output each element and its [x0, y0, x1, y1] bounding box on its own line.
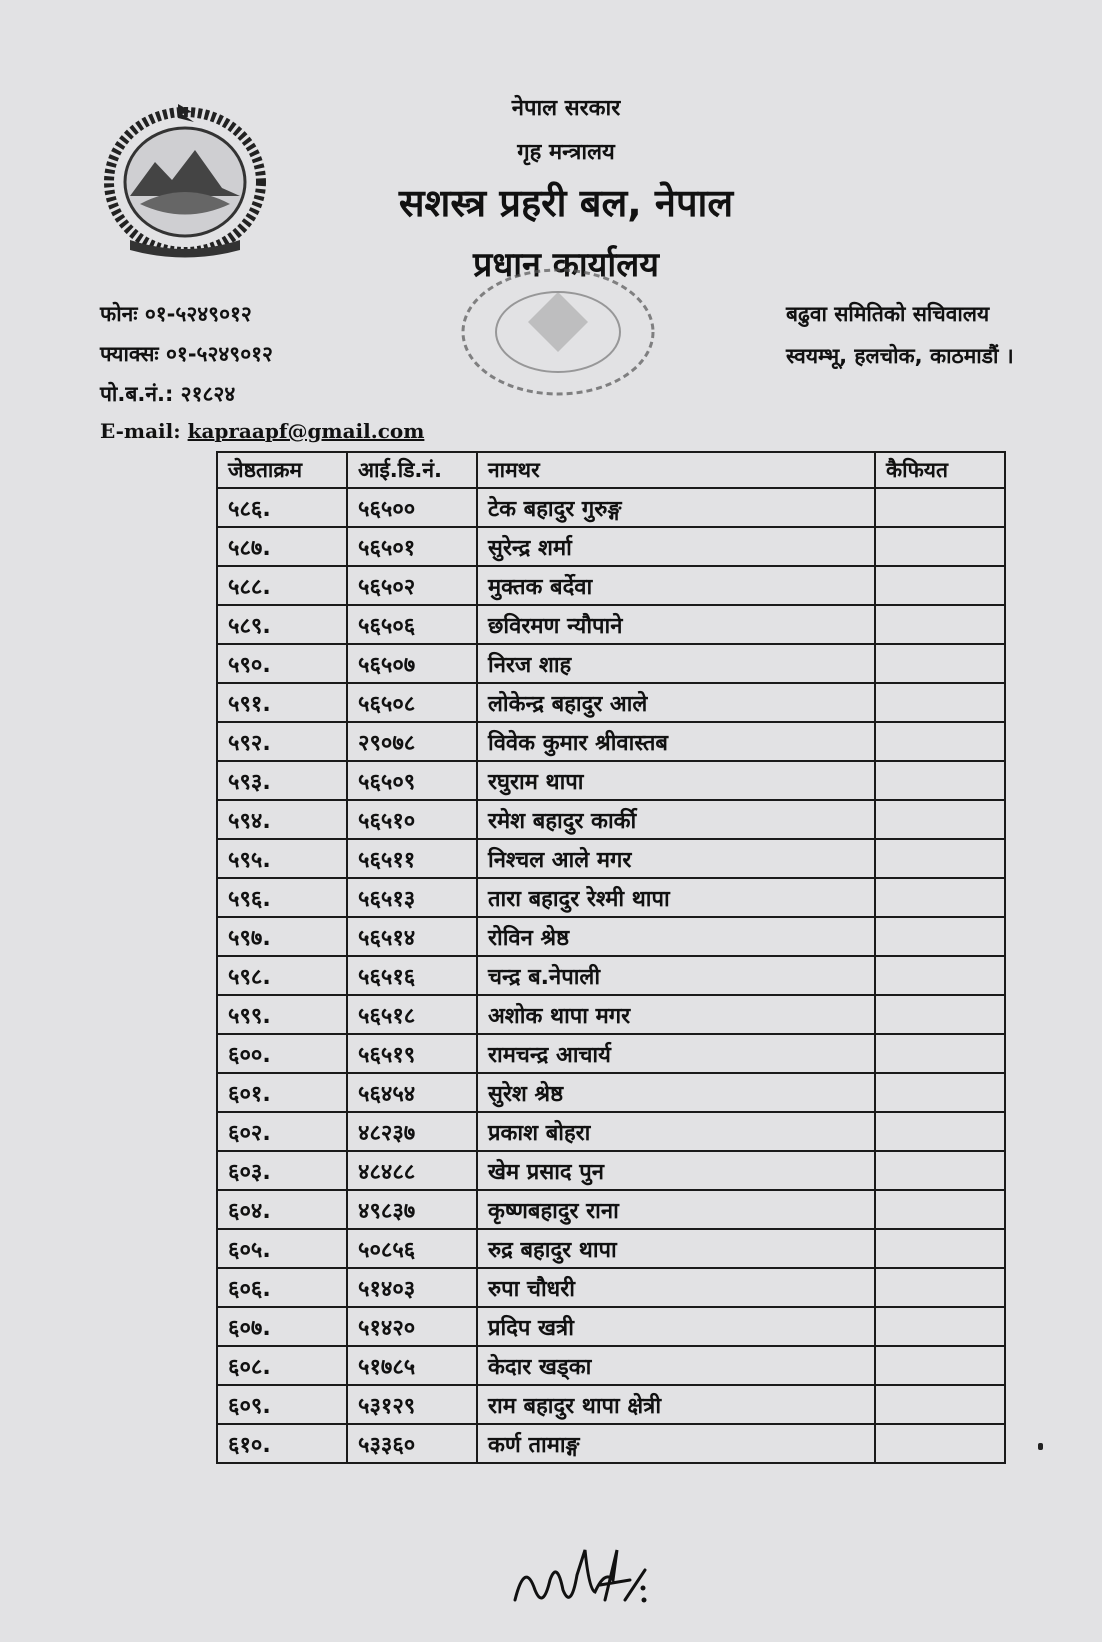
table-row [217, 1151, 1005, 1190]
remarks-cell [875, 683, 1005, 722]
id-cell: ५६४५४ [347, 1073, 477, 1112]
remarks-cell [875, 1424, 1005, 1463]
table-row [217, 1229, 1005, 1268]
name-cell: राम बहादुर थापा क्षेत्री [477, 1385, 875, 1424]
remarks-cell [875, 839, 1005, 878]
table-row [217, 839, 1005, 878]
table-row [217, 1190, 1005, 1229]
table-row [217, 761, 1005, 800]
remarks-cell [875, 605, 1005, 644]
remarks-cell [875, 1151, 1005, 1190]
name-cell: लोकेन्द्र बहादुर आले [477, 683, 875, 722]
seniority-cell: ६०१. [217, 1073, 347, 1112]
name-cell: कर्ण तामाङ्ग [477, 1424, 875, 1463]
id-cell: ४८४८८ [347, 1151, 477, 1190]
remarks-cell [875, 1073, 1005, 1112]
seniority-cell: ५९१. [217, 683, 347, 722]
name-cell: खेम प्रसाद पुन [477, 1151, 875, 1190]
email-link[interactable]: kapraapf@gmail.com [187, 419, 425, 443]
name-cell: टेक बहादुर गुरुङ्ग [477, 488, 875, 527]
name-cell: प्रदिप खत्री [477, 1307, 875, 1346]
id-cell: ५६५१६ [347, 956, 477, 995]
name-cell: तारा बहादुर रेश्मी थापा [477, 878, 875, 917]
table-row [217, 527, 1005, 566]
header-seniority: जेष्ठताक्रम [217, 452, 347, 488]
table-body [217, 488, 1005, 1463]
id-cell: ५६५०९ [347, 761, 477, 800]
remarks-cell [875, 644, 1005, 683]
table-row [217, 1424, 1005, 1463]
id-cell: ५६५०८ [347, 683, 477, 722]
remarks-cell [875, 1229, 1005, 1268]
remarks-cell [875, 527, 1005, 566]
id-cell: ५१४०३ [347, 1268, 477, 1307]
remarks-cell [875, 917, 1005, 956]
table-row [217, 878, 1005, 917]
table-row [217, 956, 1005, 995]
remarks-cell [875, 1034, 1005, 1073]
email-label: E-mail: [100, 419, 181, 443]
id-cell: ५१४२० [347, 1307, 477, 1346]
table-row [217, 683, 1005, 722]
seniority-cell: ६०५. [217, 1229, 347, 1268]
phone-number: फोनः ०१-५२४९०१२ [100, 302, 252, 326]
table-row [217, 1034, 1005, 1073]
seniority-cell: ५९९. [217, 995, 347, 1034]
id-cell: ५१७८५ [347, 1346, 477, 1385]
table-row [217, 1112, 1005, 1151]
remarks-cell [875, 566, 1005, 605]
remarks-cell [875, 1112, 1005, 1151]
remarks-cell [875, 1307, 1005, 1346]
name-cell: चन्द्र ब.नेपाली [477, 956, 875, 995]
id-cell: ५६५०१ [347, 527, 477, 566]
remarks-cell [875, 956, 1005, 995]
name-cell: सुरेश श्रेष्ठ [477, 1073, 875, 1112]
table-row [217, 605, 1005, 644]
table-row [217, 995, 1005, 1034]
table-row [217, 566, 1005, 605]
seniority-cell: ६०७. [217, 1307, 347, 1346]
seniority-cell: ५९५. [217, 839, 347, 878]
seniority-cell: ५८६. [217, 488, 347, 527]
name-cell: रघुराम थापा [477, 761, 875, 800]
id-cell: ५६५०६ [347, 605, 477, 644]
id-cell: ५६५१३ [347, 878, 477, 917]
table-row [217, 917, 1005, 956]
seniority-cell: ६०८. [217, 1346, 347, 1385]
remarks-cell [875, 1385, 1005, 1424]
name-cell: प्रकाश बोहरा [477, 1112, 875, 1151]
remarks-cell [875, 1346, 1005, 1385]
seniority-cell: ६००. [217, 1034, 347, 1073]
id-cell: ५६५१० [347, 800, 477, 839]
id-cell: ५६५१९ [347, 1034, 477, 1073]
name-cell: छविरमण न्यौपाने [477, 605, 875, 644]
email-line [100, 419, 424, 443]
table-row [217, 800, 1005, 839]
table-row [217, 1346, 1005, 1385]
remarks-cell [875, 488, 1005, 527]
id-cell: २९०७८ [347, 722, 477, 761]
id-cell: ५३१२९ [347, 1385, 477, 1424]
id-cell: ५६५१८ [347, 995, 477, 1034]
po-box: पो.ब.नं.: २१८२४ [100, 382, 236, 406]
seniority-cell: ५९४. [217, 800, 347, 839]
speck [1038, 1443, 1043, 1450]
id-cell: ५३३६० [347, 1424, 477, 1463]
header-id: आई.डि.नं. [347, 452, 477, 488]
remarks-cell [875, 1190, 1005, 1229]
remarks-cell [875, 995, 1005, 1034]
header-remarks: कैफियत [875, 452, 1005, 488]
header-name: नामथर [477, 452, 875, 488]
remarks-cell [875, 761, 1005, 800]
seniority-cell: ५९३. [217, 761, 347, 800]
name-cell: मुक्तक बर्देवा [477, 566, 875, 605]
id-cell: ४८२३७ [347, 1112, 477, 1151]
seniority-cell: ६०२. [217, 1112, 347, 1151]
gov-title: नेपाल सरकार [511, 96, 621, 121]
id-cell: ५०८५६ [347, 1229, 477, 1268]
name-cell: सुरेन्द्र शर्मा [477, 527, 875, 566]
seniority-cell: ५९६. [217, 878, 347, 917]
name-cell: कृष्णबहादुर राना [477, 1190, 875, 1229]
remarks-cell [875, 1268, 1005, 1307]
table-header-row [217, 452, 1005, 488]
id-cell: ५६५१४ [347, 917, 477, 956]
seniority-cell: ५९८. [217, 956, 347, 995]
office-title: प्रधान कार्यालय [473, 245, 659, 285]
office-stamp [438, 262, 688, 422]
remarks-cell [875, 722, 1005, 761]
seniority-cell: ५८९. [217, 605, 347, 644]
id-cell: ४९८३७ [347, 1190, 477, 1229]
table-row [217, 1268, 1005, 1307]
secretariat-name: बढुवा समितिको सचिवालय [786, 302, 990, 326]
name-cell: निरज शाह [477, 644, 875, 683]
seniority-cell: ६०९. [217, 1385, 347, 1424]
name-cell: विवेक कुमार श्रीवास्तब [477, 722, 875, 761]
name-cell: रोविन श्रेष्ठ [477, 917, 875, 956]
seniority-cell: ६०६. [217, 1268, 347, 1307]
name-cell: रमेश बहादुर कार्की [477, 800, 875, 839]
table-row [217, 1073, 1005, 1112]
name-cell: रुपा चौधरी [477, 1268, 875, 1307]
org-title: सशस्त्र प्रहरी बल, नेपाल [398, 181, 734, 225]
table-row [217, 722, 1005, 761]
name-cell: रुद्र बहादुर थापा [477, 1229, 875, 1268]
ministry-title: गृह मन्त्रालय [517, 140, 615, 165]
name-cell: अशोक थापा मगर [477, 995, 875, 1034]
secretariat-address: स्वयम्भू, हलचोक, काठमाडौं । [786, 344, 1014, 368]
table-row [217, 1307, 1005, 1346]
table-row [217, 488, 1005, 527]
name-cell: केदार खड्का [477, 1346, 875, 1385]
id-cell: ५६५११ [347, 839, 477, 878]
remarks-cell [875, 878, 1005, 917]
id-cell: ५६५०० [347, 488, 477, 527]
fax-number: फ्याक्सः ०१-५२४९०१२ [100, 342, 273, 366]
table-row [217, 644, 1005, 683]
id-cell: ५६५०२ [347, 566, 477, 605]
signature [505, 1530, 655, 1620]
id-cell: ५६५०७ [347, 644, 477, 683]
seniority-cell: ५९२. [217, 722, 347, 761]
seniority-cell: ६०४. [217, 1190, 347, 1229]
seniority-cell: ५८७. [217, 527, 347, 566]
seniority-cell: ६१०. [217, 1424, 347, 1463]
seniority-cell: ६०३. [217, 1151, 347, 1190]
remarks-cell [875, 800, 1005, 839]
promotion-table [216, 451, 1006, 1464]
seniority-cell: ५९७. [217, 917, 347, 956]
name-cell: रामचन्द्र आचार्य [477, 1034, 875, 1073]
name-cell: निश्चल आले मगर [477, 839, 875, 878]
seniority-cell: ५९०. [217, 644, 347, 683]
seniority-cell: ५८८. [217, 566, 347, 605]
table-row [217, 1385, 1005, 1424]
